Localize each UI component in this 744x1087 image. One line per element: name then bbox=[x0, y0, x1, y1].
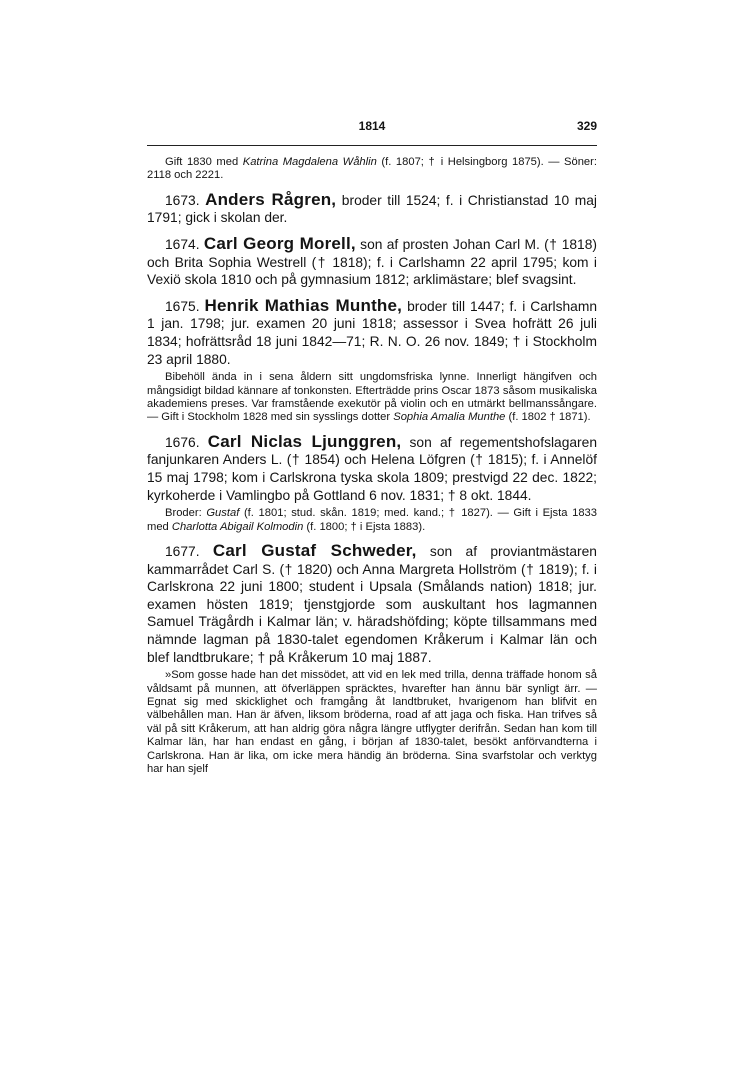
entry-1677 bbox=[147, 542, 597, 666]
entry-text: broder till 1524; f. i Christianstad 10 maj 1791; gick i skolan der. bbox=[147, 192, 598, 226]
entry-text: son af proviantmästaren kammarrådet Carl S. († 1820) och Anna Margreta Hollström († 1819); f. i Carlskrona 22 juni 1800; student i Upsala (Smålands nation) 1818; jur. examen hösten 1819; tjenstgjorde som auskultant hos lagmannen Samuel Trägårdh i Kalmar län; v. häradshöfding; köpte tillsammans med nämnde lagman på 1830-talet egendomen Kråkerum i Kalmar län och blef landtbrukare; † på Kråkerum 10 maj 1887. bbox=[147, 543, 597, 665]
header-year: 1814 bbox=[358, 119, 386, 133]
entry-text: son af prosten Johan Carl M. († 1818) och Brita Sophia Westrell († 1818); f. i Carlshamn 22 april 1795; kom i Vexiö skola 1810 och på gymnasium 1812; arklimästare; blef svagsint. bbox=[147, 237, 598, 288]
wife-name: Sophia Amalia Munthe bbox=[393, 411, 506, 424]
entry-number: 1676. bbox=[165, 434, 200, 450]
entry-1677-note: »Som gosse hade han det missödet, att vid en lek med trilla, denna träffade honom så våldsamt på munnen, att öfverläppen spräcktes, hvarefter han ännu bär synligt ärr. — Egnat sig med skicklighet och framgång åt landtbruket, hvarigenom han blifvit en välbehållen man. Han är äfven, liksom bröderna, road af att jaga och fiska. Han trifves så väl på sitt Kråkerum, att han aldrig göra några längre utflygter derifrån. Sedan han kom till Kalmar län, har han endast en gång, i början af 1830-talet, besökt anförvandterna i Carlskrona. Han är lika, om icke mera händig än bröderna. Sina svarfstolar och verktyg har han sjelf bbox=[147, 669, 597, 775]
entry-1675 bbox=[147, 297, 597, 368]
wife-name: Katrina Magdalena Wåhlin bbox=[242, 156, 377, 168]
entry-name: Anders Rågren, bbox=[205, 189, 337, 209]
entry-text: son af regementshofslagaren fanjunkaren Anders L. († 1854) och Helena Löfgren († 1815); f. i Annelöf 15 maj 1798; kom i Carlskrona tyska skola 1809; prestvigd 22 dec. 1822; kyrkoherde i Vamlingbo på Gottland 6 nov. 1831; † 8 okt. 1844. bbox=[147, 434, 597, 503]
entry-1676-note: Broder: Gustaf (f. 1801; stud. skån. 1819; med. kand.; † 1827). — Gift i Ejsta 1833 med Charlotta Abigail Kolmodin (f. 1800; † i Ejsta 1883). bbox=[147, 507, 597, 533]
intro-note: Gift 1830 med Katrina Magdalena Wåhlin (f. 1807; † i Helsingborg 1875). — Söner: 2118 och 2221. bbox=[147, 156, 597, 182]
entry-name: Carl Georg Morell, bbox=[203, 234, 356, 253]
page-number: 329 bbox=[576, 119, 597, 133]
entry-1674 bbox=[147, 235, 597, 289]
entry-number: 1673. bbox=[165, 192, 200, 208]
entry-number: 1675. bbox=[165, 298, 200, 314]
entry-1673 bbox=[147, 191, 597, 227]
entry-1675-note: Bibehöll ända in i sena åldern sitt ungdomsfriska lynne. Innerligt hängifven och mångsidigt bildad kännare af tonkonsten. Efterträdde prins Oscar 1873 såsom musikaliska akademiens preses. Var framstående exekutör på violin och en utmärkt bellmanssångare. — Gift i Stockholm 1828 med sin sysslings dotter Sophia Amalia Munthe (f. 1802 † 1871). bbox=[147, 371, 597, 424]
page-header bbox=[147, 118, 597, 134]
book-page bbox=[147, 118, 597, 776]
brother-name: Gustaf bbox=[206, 507, 240, 520]
entry-1676 bbox=[147, 433, 597, 504]
entry-number: 1677. bbox=[165, 543, 200, 559]
entry-text: broder till 1447; f. i Carlshamn 1 jan. 1798; jur. examen 20 juni 1818; assessor i Svea hofrätt 26 juli 1834; hofrättsråd 18 juni 1842—71; R. N. O. 26 nov. 1849; † i Stockholm 23 april 1880. bbox=[147, 298, 597, 367]
entry-name: Henrik Mathias Munthe, bbox=[204, 295, 403, 315]
entry-name: Carl Gustaf Schweder, bbox=[212, 540, 417, 560]
wife-name: Charlotta Abigail Kolmodin bbox=[171, 520, 304, 533]
header-rule bbox=[147, 145, 597, 146]
entry-number: 1674. bbox=[165, 237, 200, 252]
entry-name: Carl Niclas Ljunggren, bbox=[207, 431, 402, 451]
